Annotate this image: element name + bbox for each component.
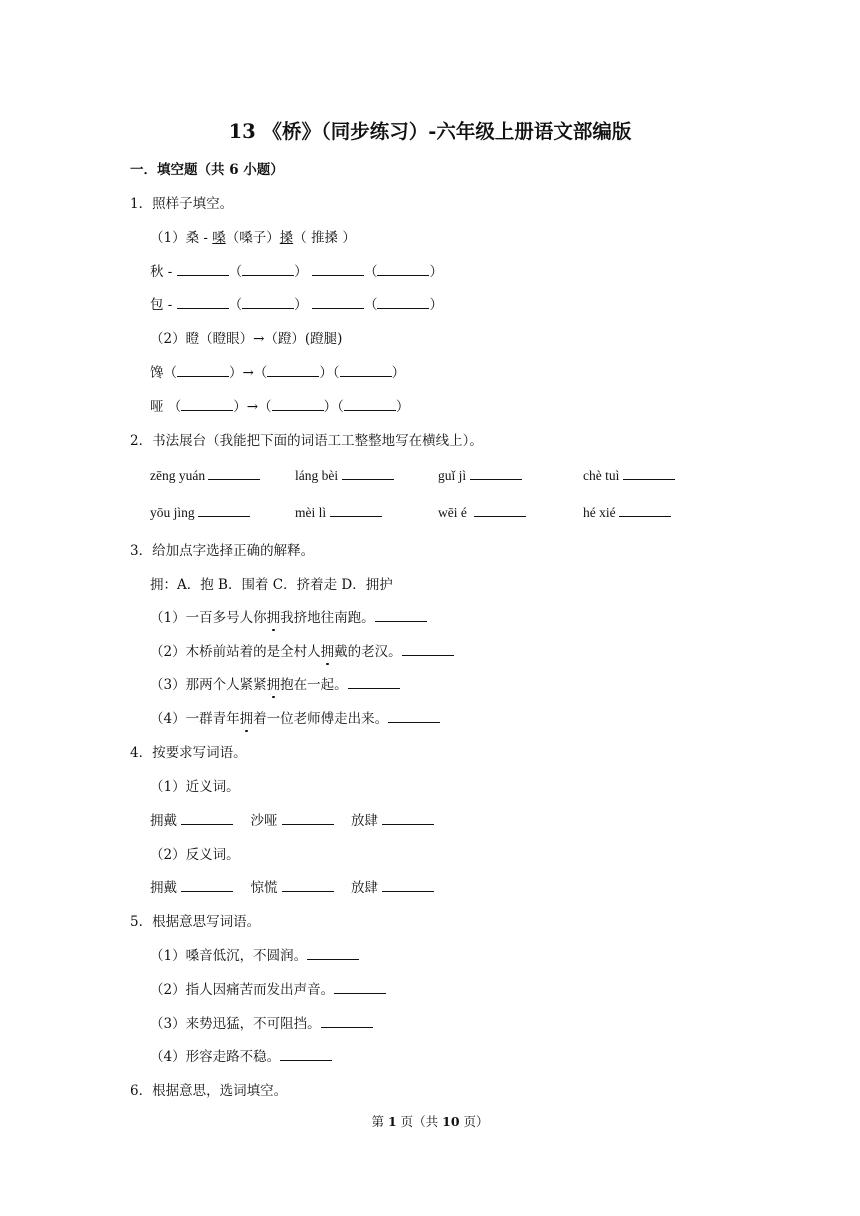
- item-text: （3）来势迅猛，不可阻挡。: [150, 1016, 321, 1032]
- answer-blank[interactable]: [348, 676, 400, 689]
- answer-blank[interactable]: [177, 263, 229, 276]
- q3-item: [150, 673, 400, 693]
- answer-blank[interactable]: [282, 812, 334, 825]
- answer-blank[interactable]: [177, 364, 229, 377]
- pinyin-text: mèi lì: [295, 505, 327, 520]
- q1-row-qiu: [150, 260, 443, 280]
- arrow: ）→（: [229, 365, 268, 381]
- pinyin-item: [438, 467, 522, 484]
- pinyin-item: [295, 504, 382, 521]
- item-text: （1）一百多号人你: [150, 610, 267, 626]
- row-ya-prefix: 哑 （: [150, 399, 182, 415]
- paren: （: [228, 297, 243, 313]
- answer-blank[interactable]: [307, 947, 359, 960]
- item-text: 抱在一起。: [280, 677, 348, 693]
- paren: ）: [294, 264, 308, 280]
- answer-blank[interactable]: [623, 467, 675, 480]
- answer-blank[interactable]: [312, 263, 364, 276]
- pinyin-item: [438, 504, 526, 521]
- answer-blank[interactable]: [375, 609, 427, 622]
- pinyin-text: hé xié: [583, 505, 616, 520]
- dotted-character: 拥: [267, 606, 281, 626]
- q1-example-2: （2）瞪（瞪眼）→（蹬）(蹬腿): [150, 331, 343, 347]
- paren: （: [363, 264, 378, 280]
- q1-example-1: [150, 226, 356, 246]
- paren: ）: [294, 297, 308, 313]
- item-text: （2）指人因痛苦而发出声音。: [150, 982, 335, 998]
- answer-blank[interactable]: [340, 364, 392, 377]
- item-text: 我挤地往南跑。: [280, 610, 375, 626]
- answer-blank[interactable]: [377, 263, 429, 276]
- pinyin-text: zēng yuán: [150, 468, 206, 483]
- answer-blank[interactable]: [272, 398, 324, 411]
- word: 拥戴: [150, 813, 177, 829]
- answer-blank[interactable]: [474, 504, 526, 517]
- q3-options: 拥：A．抱 B．围着 C．挤着走 D．拥护: [150, 577, 393, 593]
- pinyin-item: [150, 504, 250, 521]
- q5-item: [150, 1045, 332, 1065]
- footer-text: 页（共: [396, 1114, 443, 1129]
- row-chan-prefix: 馋（: [150, 365, 177, 381]
- answer-blank[interactable]: [619, 504, 671, 517]
- paren: （: [228, 264, 243, 280]
- answer-blank[interactable]: [334, 981, 386, 994]
- pinyin-item: [295, 467, 394, 484]
- dotted-character: 拥: [240, 707, 254, 727]
- example-1-mid-1: （嗓子）: [225, 230, 280, 246]
- answer-blank[interactable]: [181, 879, 233, 892]
- footer-text: 页）: [459, 1114, 489, 1129]
- section-heading: 一．填空题（共 6 小题）: [130, 162, 284, 178]
- q5-item: [150, 1012, 373, 1032]
- answer-blank[interactable]: [280, 1048, 332, 1061]
- paren: ）: [391, 365, 406, 381]
- item-text: （2）木桥前站着的是全村人: [150, 644, 321, 660]
- item-text: （1）嗓音低沉，不圆润。: [150, 948, 308, 964]
- paren: ）: [429, 297, 443, 313]
- answer-blank[interactable]: [181, 812, 233, 825]
- row-qiu-prefix: 秋 -: [150, 264, 177, 280]
- answer-blank[interactable]: [242, 263, 294, 276]
- answer-blank[interactable]: [312, 296, 364, 309]
- example-1-word-2: 搡: [279, 230, 294, 246]
- answer-blank[interactable]: [181, 398, 233, 411]
- answer-blank[interactable]: [382, 812, 434, 825]
- pinyin-text: guǐ jì: [438, 468, 467, 483]
- pinyin-item: [583, 467, 675, 484]
- question-6-stem: 6．根据意思，选词填空。: [130, 1083, 288, 1099]
- q5-item: [150, 944, 359, 964]
- example-1-mid-2: （ 推搡 ）: [293, 230, 356, 246]
- paren: ）: [429, 264, 443, 280]
- answer-blank[interactable]: [321, 1015, 373, 1028]
- answer-blank[interactable]: [470, 467, 522, 480]
- item-text: （4）形容走路不稳。: [150, 1049, 281, 1065]
- answer-blank[interactable]: [330, 504, 382, 517]
- item-text: （3）那两个人紧紧: [150, 677, 267, 693]
- pinyin-item: [583, 504, 671, 521]
- answer-blank[interactable]: [177, 296, 229, 309]
- answer-blank[interactable]: [208, 467, 260, 480]
- pinyin-text: chè tuì: [583, 468, 620, 483]
- row-bao-prefix: 包 -: [150, 297, 177, 313]
- paren: ）（: [319, 365, 340, 381]
- arrow: ）→（: [233, 399, 272, 415]
- paren: ）（: [323, 399, 344, 415]
- footer-text: 第: [371, 1114, 388, 1129]
- q1-row-chan: [150, 361, 405, 381]
- item-text: 戴的老汉。: [334, 644, 402, 660]
- dotted-character: 拥: [321, 640, 335, 660]
- answer-blank[interactable]: [344, 398, 396, 411]
- q5-item: [150, 978, 386, 998]
- pinyin-item: [150, 467, 260, 484]
- q4-sub-1: （1）近义词。: [150, 779, 240, 795]
- question-4-stem: 4．按要求写词语。: [130, 745, 247, 761]
- question-1-stem: 1．照样子填空。: [130, 196, 234, 212]
- answer-blank[interactable]: [342, 467, 394, 480]
- answer-blank[interactable]: [382, 879, 434, 892]
- paren: ）: [395, 399, 410, 415]
- word: 沙哑: [250, 813, 278, 829]
- answer-blank[interactable]: [198, 504, 250, 517]
- answer-blank[interactable]: [388, 710, 440, 723]
- question-5-stem: 5．根据意思写词语。: [130, 914, 261, 930]
- word: 拥戴: [150, 880, 177, 896]
- q3-item: [150, 640, 454, 660]
- q3-item: [150, 707, 440, 727]
- q4-sub-2: （2）反义词。: [150, 847, 240, 863]
- pinyin-text: láng bèi: [295, 468, 339, 483]
- q1-row-bao: [150, 293, 443, 313]
- question-3-stem: 3．给加点字选择正确的解释。: [130, 543, 315, 559]
- answer-blank[interactable]: [242, 296, 294, 309]
- answer-blank[interactable]: [402, 643, 454, 656]
- pinyin-text: wēi é: [438, 505, 467, 520]
- item-text: （4）一群青年: [150, 711, 240, 727]
- q4-row-2: [150, 876, 434, 896]
- page-total: 10: [442, 1114, 460, 1129]
- q3-item: [150, 606, 427, 626]
- document-title: 13 《桥》（同步练习）-六年级上册语文部编版: [228, 120, 632, 143]
- answer-blank[interactable]: [267, 364, 319, 377]
- word: 放肆: [350, 813, 378, 829]
- answer-blank[interactable]: [282, 879, 334, 892]
- example-1-word-1: 嗓: [212, 230, 226, 246]
- q1-row-ya: [150, 395, 409, 415]
- pinyin-text: yōu jìng: [150, 505, 195, 520]
- word: 放肆: [350, 880, 378, 896]
- page-footer: [0, 1112, 860, 1130]
- answer-blank[interactable]: [377, 296, 429, 309]
- dotted-character: 拥: [267, 673, 281, 693]
- word: 惊慌: [250, 880, 278, 896]
- q4-row-1: [150, 809, 434, 829]
- question-2-stem: 2．书法展台（我能把下面的词语工工整整地写在横线上）。: [130, 433, 483, 449]
- page-number: 1: [387, 1114, 397, 1129]
- paren: （: [363, 297, 378, 313]
- item-text: 着一位老师傅走出来。: [253, 711, 389, 727]
- example-1-prefix: （1）桑 -: [150, 230, 213, 246]
